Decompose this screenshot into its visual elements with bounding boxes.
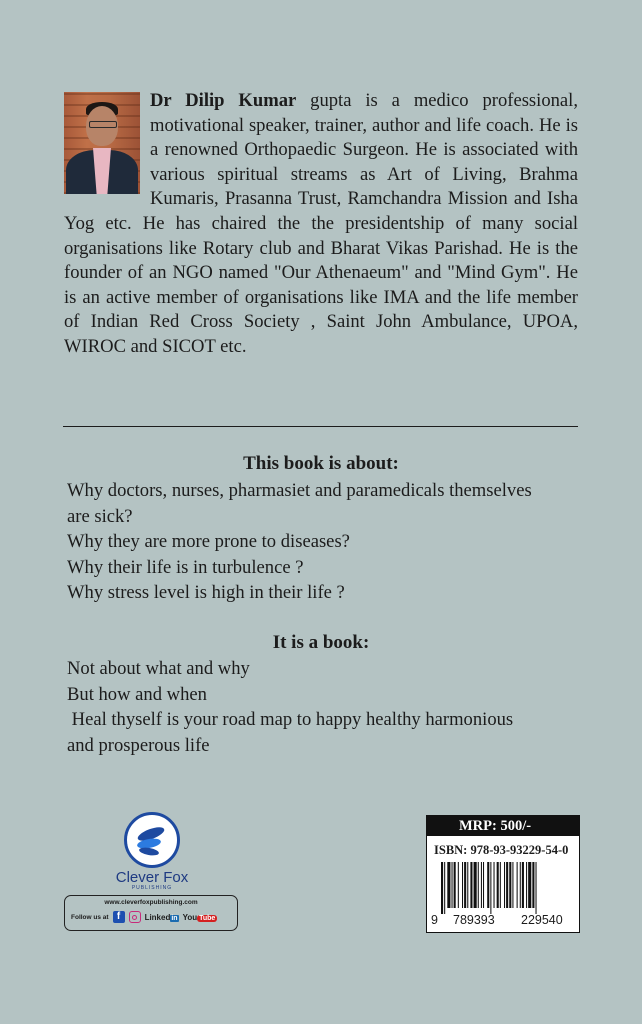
mrp-label: MRP: 500/- — [427, 816, 579, 836]
barcode-digit-group: 789393 — [453, 913, 495, 927]
book-line: and prosperous life — [67, 734, 210, 756]
book-line: Heal thyself is your road map to happy healthy harmonious — [67, 709, 514, 730]
section-divider — [63, 426, 578, 427]
about-heading: This book is about: — [243, 453, 399, 474]
publisher-logo — [112, 812, 192, 891]
about-list — [67, 478, 587, 606]
author-name: Dr Dilip Kumar — [150, 90, 297, 111]
price-box — [426, 815, 580, 933]
author-bio — [64, 89, 578, 360]
fox-icon — [124, 812, 180, 868]
youtube-icon[interactable]: You Tube — [182, 912, 216, 922]
about-line: Why their life is in turbulence ? — [67, 556, 304, 578]
social-box — [64, 895, 238, 931]
book-list — [67, 656, 587, 758]
book-line: But how and when — [67, 683, 207, 705]
publisher-name: Clever Fox — [115, 869, 189, 886]
follow-label: Follow us at — [71, 913, 109, 921]
author-photo — [64, 92, 140, 194]
barcode-digit-group: 229540 — [521, 913, 563, 927]
about-line: are sick? — [67, 505, 133, 527]
facebook-icon[interactable]: f — [113, 911, 125, 923]
instagram-icon[interactable] — [129, 911, 141, 923]
book-heading: It is a book: — [272, 632, 370, 653]
bio-paragraph — [64, 89, 578, 360]
barcode-digit-group: 9 — [431, 913, 438, 927]
about-line: Why doctors, nurses, pharmasiet and paramedicals themselves — [67, 480, 532, 501]
publisher-url[interactable]: www.cleverfoxpublishing.com — [104, 899, 198, 906]
isbn-label: ISBN: 978-93-93229-54-0 — [434, 843, 569, 857]
about-line: Why stress level is high in their life ? — [67, 582, 345, 603]
linkedin-icon[interactable]: Linkedin — [144, 912, 178, 922]
barcode-icon — [441, 862, 573, 914]
publisher-sub: PUBLISHING — [131, 885, 173, 891]
social-row — [71, 911, 217, 923]
about-line: Why they are more prone to diseases? — [67, 531, 350, 552]
book-line: Not about what and why — [67, 658, 250, 679]
bio-text: gupta is a medico professional, motivational speaker, trainer, author and life coach. He is a renowned Orthopaedic Surgeon. He is associated with various spiritual streams as Art of Living, Brahma Kumaris, Prasanna Trust, Ramchandra Mission and Isha Yog etc. He has chaired the the presidentship of many social organisations like Rotary club and Bharat Vikas Parishad. He is the founder of an NGO named "Our Athenaeum" and "Mind Gym". He is an active member of organisations like IMA and the life member of Indian Red Cross Society , Saint John Ambulance, UPOA, WIROC and SICOT etc. — [64, 90, 578, 357]
